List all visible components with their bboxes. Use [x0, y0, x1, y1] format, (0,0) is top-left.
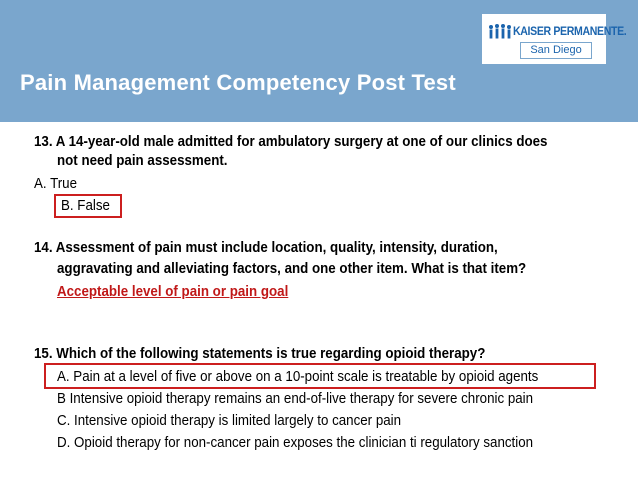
q15-option-d: D. Opioid therapy for non-cancer pain exposes the clinician ti regulatory sanction — [57, 435, 534, 451]
q13-option-a: A. True — [34, 176, 78, 192]
logo-region: San Diego — [520, 42, 592, 59]
kaiser-logo — [482, 14, 627, 64]
q13-line2: not need pain assessment. — [57, 153, 228, 169]
q15-answer-highlight — [44, 363, 596, 389]
q15-question: 15. Which of the following statements is true regarding opioid therapy? — [34, 346, 486, 362]
q14-line2: aggravating and alleviating factors, and one other item. What is that item? — [57, 261, 527, 277]
kaiser-people-icon — [488, 23, 512, 41]
q13-line1: 13. A 14-year-old male admitted for ambulatory surgery at one of our clinics does — [34, 134, 548, 150]
header-banner — [0, 0, 638, 122]
q15-option-c: C. Intensive opioid therapy is limited largely to cancer pain — [57, 413, 402, 429]
logo-wordmark: KAISER PERMANENTE. — [513, 24, 627, 38]
q13-option-b: B. False — [61, 198, 110, 214]
q13-answer-highlight — [54, 194, 122, 218]
page-title: Pain Management Competency Post Test — [20, 70, 456, 95]
q14-line1: 14. Assessment of pain must include location, quality, intensity, duration, — [34, 240, 498, 256]
q14-answer: Acceptable level of pain or pain goal — [57, 284, 289, 300]
q15-option-a: A. Pain at a level of five or above on a 10-point scale is treatable by opioid agents — [57, 369, 539, 385]
q15-option-b: B Intensive opioid therapy remains an end-of-live therapy for severe chronic pain — [57, 391, 534, 407]
